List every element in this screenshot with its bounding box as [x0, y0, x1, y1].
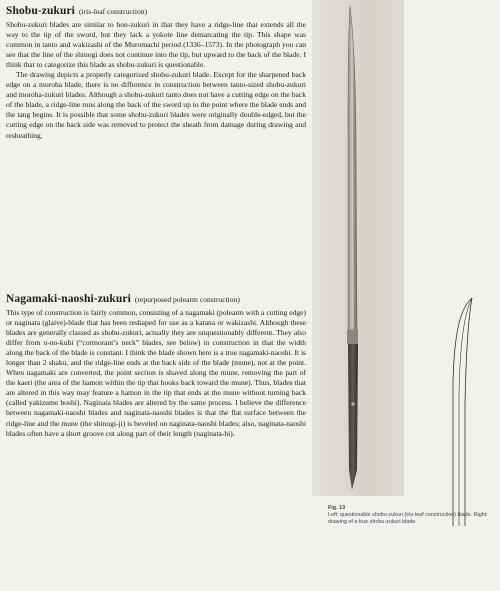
- paragraph: Shobu-zukuri blades are similar to hon-zukuri in that they have a ridge-line that extends all the way to the tip of the sword, but they lack a yokote line demarcating the tip. This shape was common in tanto and wakizashi of the Muromachi period (1336–1573). In the photograph you can see that the line of the shinogi does not continue into the tip, but upward to the back of the blade. I think that to categorize this blade as shobu-zukuri is questionable.: [6, 20, 306, 70]
- section-subtitle: (iris-leaf construction): [78, 7, 148, 16]
- section-title: Shobu-zukuri: [6, 5, 75, 17]
- figure-number: Fig. 13: [328, 505, 346, 511]
- paragraph: This type of construction is fairly common, consisting of a nagamaki (polearm with a cutting edge) or naginata (glaive)-blade that has been reshaped for use as a katana or wakizashi. Although these blades are generally classed as shobu-zukuri, actually they are unquestionably different. They also differ from u-no-kubi (“cormorant’s neck” blades, see below) in construction in that the width along the back of the blade is constant. I think the blade shown here is a true nagamaki-naoshi. It is longer than 2 shaku, and the ridge-line ends at the back side of the blade (mune), not at the point. When nagamaki are converted, the point section is shaved along the mune, removing the part of the kaeri (the area of the hamon within the tip that hooks back toward the mune). Thus, blades that are altered in this way may feature a hamon in the tip that ends at the mune without turning back (called yakizume boshi). Naginata blades are altered by the same process. I believe the difference between nagamaki-naoshi blades and naginata-naoshi blades is that the flat surface between the ridge-line and the mune (the shinogi-ji) is beveled on naginata-naoshi blades; also, naginata-naoshi blades often have a short groove cut along part of their length (naginata-hi).: [6, 308, 306, 438]
- section-title: Nagamaki-naoshi-zukuri: [6, 293, 131, 305]
- shobu-zukuri-blade-drawing: [446, 294, 482, 530]
- section-shobu-zukuri: [6, 3, 306, 141]
- section-nagamaki-naoshi-zukuri: [6, 291, 306, 439]
- blade-photograph: [312, 0, 404, 496]
- paragraph: The drawing depicts a properly categorized shobu-zukuri blade. Except for the sharpened back edge on a moroha blade, there is no difference in construction between tanto-sized shobu-zukuri and moroha-zukuri blades. Although a shobu-zukuri tanto does not have a cutting edge on the back of the blade, a ridge-line runs along the back of the sword up to the point where the blade ends and the tang begins. It is possible that some shobu-zukuri blades were originally double-edged, but the cutting edge on the back side was removed to protect the sheath from damage during drawing and resheathing.: [6, 70, 306, 140]
- figure-caption: [328, 505, 500, 525]
- section-subtitle: (repurposed polearm construction): [134, 295, 240, 304]
- section-heading: [6, 3, 306, 18]
- section-heading: [6, 291, 306, 306]
- caption-text: Left: questionable shobu-zukuri (iris-leaf construction) blade. Right: drawing of a true shobu-zukuri blade.: [328, 511, 488, 525]
